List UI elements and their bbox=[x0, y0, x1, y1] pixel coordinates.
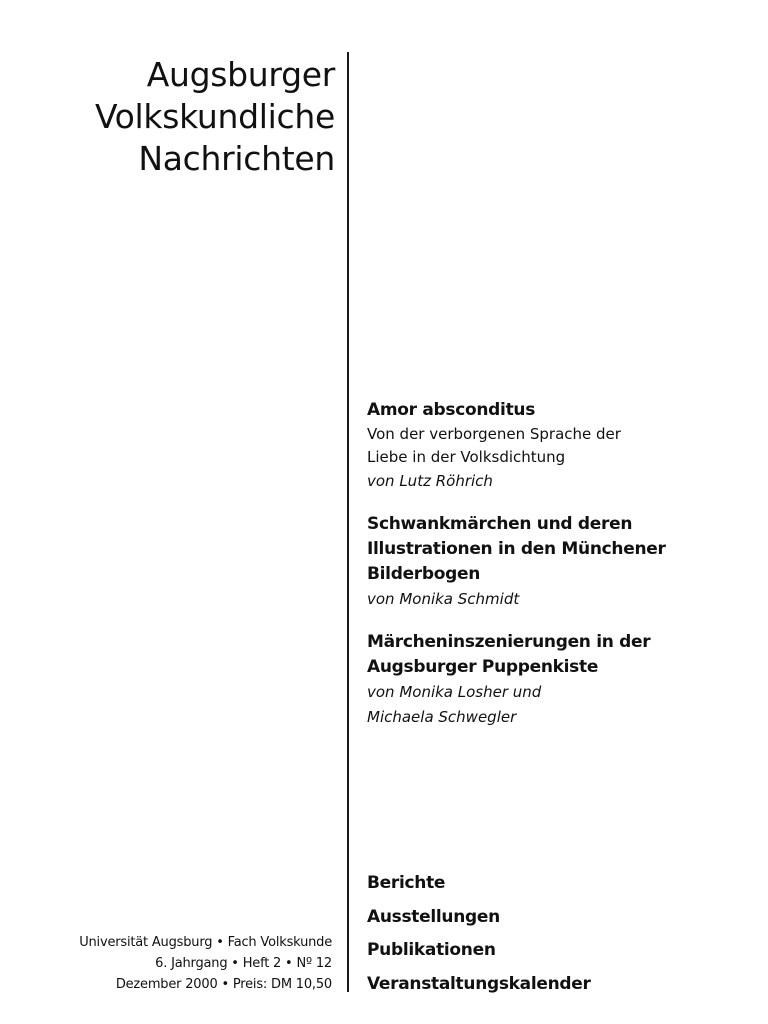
article-maercheninszenierungen bbox=[367, 630, 757, 730]
article-title: Bilderbogen bbox=[367, 564, 481, 584]
section-list bbox=[367, 867, 591, 1001]
article-author: von Monika Losher und bbox=[367, 683, 542, 701]
title-line-2: Volkskundliche bbox=[94, 97, 335, 136]
article-schwankmaerchen bbox=[367, 512, 757, 612]
article-author: von Lutz Röhrich bbox=[367, 472, 493, 490]
article-title: Illustrationen in den Münchener bbox=[367, 539, 666, 559]
article-title: Schwankmärchen und deren bbox=[367, 514, 633, 534]
title-line-3: Nachrichten bbox=[138, 139, 335, 178]
vertical-divider bbox=[347, 52, 349, 992]
title-line-1: Augsburger bbox=[146, 55, 335, 94]
section-ausstellungen: Ausstellungen bbox=[367, 906, 500, 927]
article-amor-absconditus bbox=[367, 398, 757, 494]
article-subtitle: Von der verborgenen Sprache der bbox=[367, 425, 621, 443]
article-title: Märcheninszenierungen in der bbox=[367, 632, 651, 652]
masthead-title bbox=[95, 54, 335, 180]
section-veranstaltungskalender: Veranstaltungskalender bbox=[367, 973, 591, 994]
article-author: Michaela Schwegler bbox=[367, 708, 517, 726]
publisher-issue: 6. Jahrgang • Heft 2 • Nº 12 bbox=[155, 956, 332, 971]
publisher-date-price: Dezember 2000 • Preis: DM 10,50 bbox=[115, 977, 332, 992]
article-subtitle: Liebe in der Volksdichtung bbox=[367, 448, 566, 466]
article-author: von Monika Schmidt bbox=[367, 590, 520, 608]
article-list bbox=[367, 398, 757, 748]
publisher-institution: Universität Augsburg • Fach Volkskunde bbox=[79, 935, 332, 950]
section-berichte: Berichte bbox=[367, 873, 446, 893]
publisher-info bbox=[79, 932, 332, 995]
section-publikationen: Publikationen bbox=[367, 940, 496, 960]
article-title: Augsburger Puppenkiste bbox=[367, 657, 599, 677]
article-title: Amor absconditus bbox=[367, 400, 536, 420]
